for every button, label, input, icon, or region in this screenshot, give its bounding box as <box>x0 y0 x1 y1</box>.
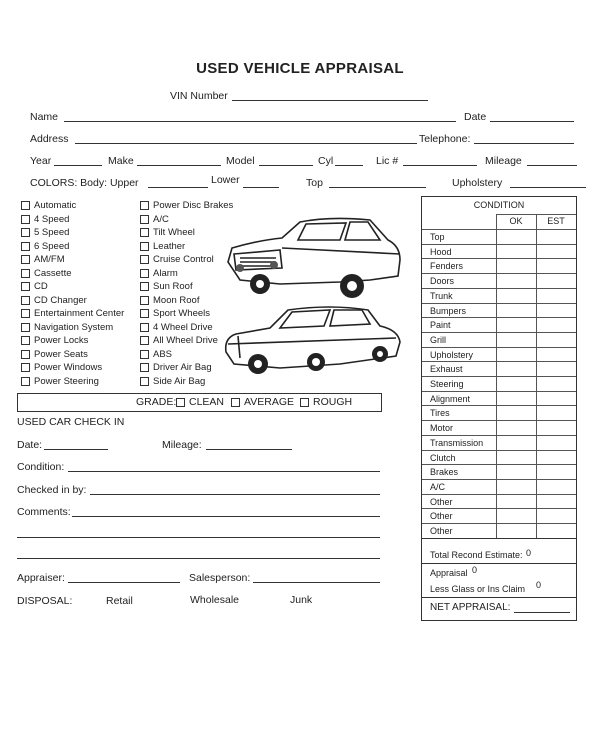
grade-label: GRADE: <box>136 396 177 408</box>
checkbox-icon[interactable] <box>21 336 30 345</box>
option-5-speed[interactable] <box>21 227 69 238</box>
checkbox-icon[interactable] <box>21 255 30 264</box>
address-input[interactable] <box>75 143 417 144</box>
checkin-date-input[interactable] <box>44 449 108 450</box>
condition-row-label: Steering <box>430 379 464 389</box>
condition-row-label: Doors <box>430 276 455 287</box>
option-side-air-bag[interactable] <box>140 376 205 387</box>
top-label: Top <box>306 177 323 189</box>
checkbox-icon[interactable] <box>140 228 149 237</box>
salesperson-input[interactable] <box>253 582 380 583</box>
condition-row-label: Tires <box>430 408 450 419</box>
option-automatic[interactable] <box>21 200 76 211</box>
option-power-windows[interactable] <box>21 362 102 373</box>
make-input[interactable] <box>137 165 221 166</box>
name-label: Name <box>30 111 59 123</box>
option-label: Automatic <box>34 200 77 211</box>
checkbox-icon[interactable] <box>140 255 149 264</box>
checkbox-icon[interactable] <box>21 363 30 372</box>
total-estimate-value: 0 <box>526 548 532 558</box>
option-leather[interactable] <box>140 241 185 252</box>
checkbox-icon[interactable] <box>21 269 30 278</box>
option-label: Cassette <box>34 267 72 279</box>
lic-label: Lic # <box>376 155 399 167</box>
net-divider <box>422 597 576 598</box>
grade-rough-label: ROUGH <box>313 396 353 408</box>
checkbox-icon[interactable] <box>140 336 149 345</box>
option-label: CD <box>34 281 48 292</box>
option-label: Moon Roof <box>153 294 200 306</box>
cyl-input[interactable] <box>335 165 363 166</box>
less-glass-value: 0 <box>536 580 542 590</box>
condition-row-label: A/C <box>430 481 446 492</box>
checked-by-label: Checked in by: <box>17 484 87 496</box>
condition-row-label: Transmission <box>430 437 484 448</box>
condition-row-label: Fenders <box>430 261 464 272</box>
checkin-mileage-input[interactable] <box>206 449 292 450</box>
condition-header: CONDITION <box>473 200 525 210</box>
make-label: Make <box>108 155 134 167</box>
option-abs[interactable] <box>140 349 172 360</box>
condition-row-label: Motor <box>430 423 454 434</box>
mileage-label: Mileage <box>485 155 522 167</box>
option-cd-changer[interactable] <box>21 295 87 306</box>
checkbox-icon[interactable] <box>140 201 149 210</box>
model-input[interactable] <box>259 165 313 166</box>
option-navigation-system[interactable] <box>21 322 113 333</box>
top-color-input[interactable] <box>329 187 426 188</box>
option-driver-air-bag[interactable] <box>140 362 212 373</box>
checkbox-icon[interactable] <box>140 296 149 305</box>
checkbox-icon[interactable] <box>231 398 240 407</box>
checkbox-icon[interactable] <box>21 215 30 224</box>
comments-input-1[interactable] <box>72 516 380 517</box>
appraiser-label: Appraiser: <box>17 572 65 584</box>
condition-row-label: Other <box>430 526 453 536</box>
comments-input-2[interactable] <box>17 537 380 538</box>
option-cruise-control[interactable] <box>140 254 214 265</box>
option-power-locks[interactable] <box>21 335 88 346</box>
telephone-input[interactable] <box>474 143 574 144</box>
checkbox-icon[interactable] <box>140 377 149 386</box>
appraisal-label: Appraisal <box>430 568 468 578</box>
option-4-wheel-drive[interactable] <box>140 322 213 333</box>
condition-row-label: Bumpers <box>430 305 467 316</box>
checkbox-icon[interactable] <box>140 350 149 359</box>
cyl-label: Cyl <box>318 155 334 167</box>
option-label: CD Changer <box>34 294 87 306</box>
condition-row-label: Other <box>430 511 453 522</box>
col-ok-header: OK <box>509 216 523 226</box>
option-label: Leather <box>153 240 186 252</box>
checkbox-icon[interactable] <box>140 323 149 332</box>
name-input[interactable] <box>64 121 456 122</box>
checkbox-icon[interactable] <box>21 282 30 291</box>
model-label: Model <box>226 155 255 167</box>
condition-label: Condition: <box>17 461 65 473</box>
option-am-fm[interactable] <box>21 254 65 265</box>
checkbox-icon[interactable] <box>21 201 30 210</box>
option-entertainment-center[interactable] <box>21 308 124 319</box>
date-label: Date <box>464 111 487 123</box>
year-label: Year <box>30 155 52 167</box>
condition-row-label: Upholstery <box>430 349 474 360</box>
option-cassette[interactable] <box>21 268 72 279</box>
option-power-seats[interactable] <box>21 349 88 360</box>
upper-color-input[interactable] <box>148 187 208 188</box>
checkbox-icon[interactable] <box>140 309 149 318</box>
option-power-steering[interactable] <box>21 376 99 387</box>
option-tilt-wheel[interactable] <box>140 227 195 238</box>
option-label: Tilt Wheel <box>153 227 195 238</box>
checkbox-icon[interactable] <box>21 309 30 318</box>
grade-clean-label: CLEAN <box>189 396 225 408</box>
col-est-header: EST <box>547 216 565 226</box>
option-6-speed[interactable] <box>21 241 69 252</box>
total-estimate-label: Total Recond Estimate: <box>430 550 523 560</box>
appraiser-input[interactable] <box>68 582 180 583</box>
checked-by-input[interactable] <box>90 494 380 495</box>
option-label: 4 Wheel Drive <box>153 321 213 333</box>
checkbox-icon[interactable] <box>21 228 30 237</box>
checkbox-icon[interactable] <box>21 323 30 332</box>
checkbox-icon[interactable] <box>140 363 149 372</box>
checkin-heading: USED CAR CHECK IN <box>17 416 125 428</box>
option-label: Navigation System <box>34 321 114 333</box>
option-label: Sun Roof <box>153 281 193 292</box>
grade-average-option[interactable] <box>231 396 294 408</box>
option-label: Power Steering <box>34 375 99 387</box>
comments-input-3[interactable] <box>17 558 380 559</box>
option-label: 6 Speed <box>34 240 70 252</box>
option-cd[interactable] <box>21 281 48 292</box>
option-label: Power Disc Brakes <box>153 200 234 211</box>
checkbox-icon[interactable] <box>140 269 149 278</box>
net-appraisal-input[interactable] <box>514 612 570 613</box>
option-all-wheel-drive[interactable] <box>140 335 218 346</box>
condition-row-label: Top <box>430 232 445 242</box>
address-label: Address <box>30 133 69 145</box>
condition-row-label: Other <box>430 496 453 507</box>
condition-row-label: Exhaust <box>430 364 463 375</box>
appraisal-divider <box>422 563 576 564</box>
condition-row-label: Trunk <box>430 290 453 301</box>
option-moon-roof[interactable] <box>140 295 199 306</box>
checkbox-icon[interactable] <box>21 350 30 359</box>
form-title: USED VEHICLE APPRAISAL <box>196 60 404 77</box>
grade-clean-option[interactable] <box>176 396 224 408</box>
option-label: A/C <box>153 213 169 225</box>
grade-rough-option[interactable] <box>300 396 352 408</box>
option-label: 5 Speed <box>34 227 70 238</box>
less-glass-label: Less Glass or Ins Claim <box>430 584 526 594</box>
checkbox-icon[interactable] <box>140 215 149 224</box>
option-label: Power Seats <box>34 348 88 360</box>
checkbox-icon[interactable] <box>21 377 30 386</box>
disposal-wholesale[interactable]: Wholesale <box>190 594 240 606</box>
option-label: Sport Wheels <box>153 308 211 319</box>
option-alarm[interactable] <box>140 268 178 279</box>
option-label: ABS <box>153 348 173 360</box>
option-label: 4 Speed <box>34 213 70 225</box>
vin-label: VIN Number <box>170 90 228 102</box>
lower-color-input[interactable] <box>243 187 279 188</box>
checkin-date-label: Date: <box>17 439 43 451</box>
checkin-mileage-label: Mileage: <box>162 439 202 451</box>
checkbox-icon[interactable] <box>140 282 149 291</box>
disposal-label: DISPOSAL: <box>17 595 73 607</box>
checkbox-icon[interactable] <box>21 296 30 305</box>
checkbox-icon[interactable] <box>300 398 309 407</box>
telephone-label: Telephone: <box>419 133 471 145</box>
condition-row <box>422 523 576 539</box>
condition-row-label: Alignment <box>430 393 471 404</box>
option-label: Cruise Control <box>153 254 214 265</box>
year-input[interactable] <box>54 165 102 166</box>
net-appraisal-label: NET APPRAISAL: <box>430 602 511 613</box>
comments-label: Comments: <box>17 506 71 518</box>
condition-row-label: Paint <box>430 320 451 331</box>
colors-upper-label: COLORS: Body: Upper <box>30 177 139 189</box>
option-label: Entertainment Center <box>34 308 125 319</box>
checkbox-icon[interactable] <box>140 242 149 251</box>
disposal-junk[interactable]: Junk <box>290 594 313 606</box>
option-sun-roof[interactable] <box>140 281 193 292</box>
condition-row-label: Clutch <box>430 452 456 463</box>
upholstery-input[interactable] <box>510 187 586 188</box>
upholstery-label: Upholstery <box>452 177 503 189</box>
appraisal-value: 0 <box>472 565 478 575</box>
car-front-illustration <box>220 210 405 300</box>
condition-row-label: Hood <box>430 246 452 257</box>
option-label: Alarm <box>153 267 178 279</box>
option-label: Power Locks <box>34 335 89 346</box>
option-a-c[interactable] <box>140 214 169 225</box>
disposal-retail[interactable]: Retail <box>106 595 133 607</box>
checkbox-icon[interactable] <box>176 398 185 407</box>
condition-table <box>421 196 577 621</box>
date-input[interactable] <box>490 121 574 122</box>
option-label: Driver Air Bag <box>153 362 212 373</box>
condition-row-label: Brakes <box>430 467 459 478</box>
total-divider <box>422 538 576 539</box>
checkbox-icon[interactable] <box>21 242 30 251</box>
grade-row <box>17 393 382 412</box>
option-4-speed[interactable] <box>21 214 69 225</box>
car-rear-illustration <box>220 302 405 382</box>
vin-input[interactable] <box>232 100 428 101</box>
salesperson-label: Salesperson: <box>189 572 251 584</box>
condition-input[interactable] <box>68 471 380 472</box>
grade-average-label: AVERAGE <box>244 396 294 408</box>
lic-input[interactable] <box>403 165 477 166</box>
option-label: AM/FM <box>34 254 65 265</box>
option-sport-wheels[interactable] <box>140 308 210 319</box>
option-label: Power Windows <box>34 362 103 373</box>
mileage-input[interactable] <box>527 165 577 166</box>
option-label: Side Air Bag <box>153 375 206 387</box>
option-label: All Wheel Drive <box>153 335 218 346</box>
condition-row-label: Grill <box>430 334 446 345</box>
lower-label: Lower <box>211 174 240 186</box>
